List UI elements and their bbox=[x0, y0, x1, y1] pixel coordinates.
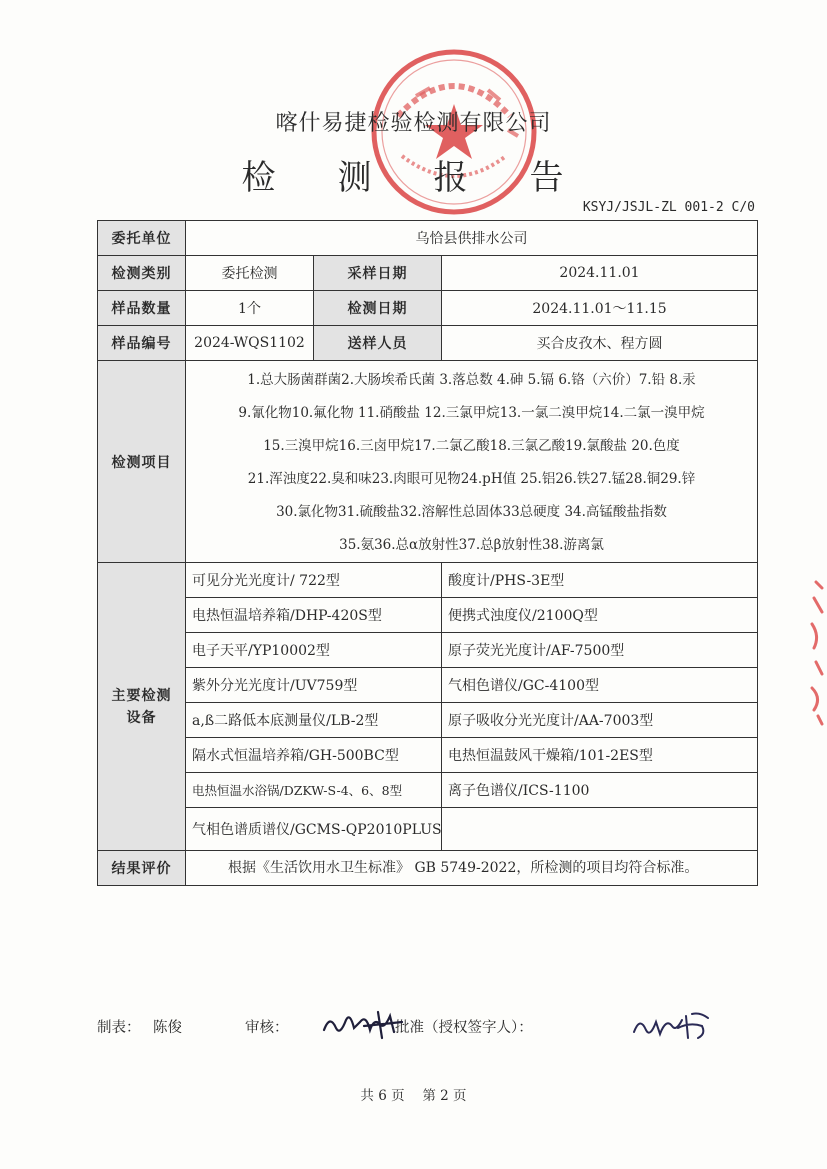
row-sample-count bbox=[98, 291, 758, 326]
equipment-cell: 电热恒温鼓风干燥箱/101-2ES型 bbox=[442, 738, 758, 773]
equipment-cell: 气相色谱质谱仪/GCMS-QP2010PLUS bbox=[186, 808, 442, 851]
test-items-line: 1.总大肠菌群菌2.大肠埃希氏菌 3.落总数 4.砷 5.镉 6.铬（六价）7.铅 8.汞 bbox=[247, 372, 696, 388]
sampling-date-label: 采样日期 bbox=[314, 256, 442, 291]
test-date-label: 检测日期 bbox=[314, 291, 442, 326]
equipment-cell: 隔水式恒温培养箱/GH-500BC型 bbox=[186, 738, 442, 773]
test-items-label: 检测项目 bbox=[98, 361, 186, 563]
seam-seal-icon bbox=[802, 578, 824, 728]
equipment-row bbox=[98, 808, 758, 851]
document-code: KSYJ/JSJL-ZL 001-2 C/0 bbox=[582, 200, 755, 215]
sample-count-label: 样品数量 bbox=[98, 291, 186, 326]
equipment-cell: 原子吸收分光光度计/AA-7003型 bbox=[442, 703, 758, 738]
test-items-line: 15.三溴甲烷16.三卤甲烷17.二氯乙酸18.三氯乙酸19.氯酸盐 20.色度 bbox=[263, 438, 680, 454]
client-value: 乌恰县供排水公司 bbox=[186, 221, 758, 256]
equipment-row bbox=[98, 703, 758, 738]
equipment-cell: 气相色谱仪/GC-4100型 bbox=[442, 668, 758, 703]
equipment-row bbox=[98, 668, 758, 703]
result-text-content: 根据《生活饮用水卫生标准》 GB 5749-2022，所检测的项目均符合标准。 bbox=[228, 860, 699, 876]
sample-id-value: 2024-WQS1102 bbox=[186, 326, 314, 361]
equipment-cell: a,ß二路低本底测量仪/LB-2型 bbox=[186, 703, 442, 738]
equipment-label-line: 设备 bbox=[126, 709, 157, 726]
equipment-label-line: 主要检测 bbox=[111, 687, 172, 704]
report-table bbox=[97, 220, 758, 886]
equipment-cell: 紫外分光光度计/UV759型 bbox=[186, 668, 442, 703]
equipment-cell: 电热恒温培养箱/DHP-420S型 bbox=[186, 598, 442, 633]
row-sample-id bbox=[98, 326, 758, 361]
test-items-list bbox=[186, 361, 758, 563]
result-text bbox=[186, 851, 758, 886]
equipment-cell: 离子色谱仪/ICS-1100 bbox=[442, 773, 758, 808]
page-number: 共 6 页 第 2 页 bbox=[360, 1088, 467, 1104]
equipment-row bbox=[98, 773, 758, 808]
report-title: 检测报告 bbox=[241, 158, 626, 198]
sampling-date-value: 2024.11.01 bbox=[442, 256, 758, 291]
row-client bbox=[98, 221, 758, 256]
test-items-line: 35.氨36.总α放射性37.总β放射性38.游离氯 bbox=[339, 537, 604, 553]
equipment-row bbox=[98, 563, 758, 598]
equipment-cell: 酸度计/PHS-3E型 bbox=[442, 563, 758, 598]
approve-label: 批准（授权签字人）： bbox=[395, 1020, 533, 1036]
company-name: 喀什易捷检验检测有限公司 bbox=[275, 111, 552, 136]
equipment-cell: 可见分光光度计/ 722型 bbox=[186, 563, 442, 598]
equipment-cell: 便携式浊度仪/2100Q型 bbox=[442, 598, 758, 633]
result-label: 结果评价 bbox=[98, 851, 186, 886]
row-test-items bbox=[98, 361, 758, 563]
prepared-name: 陈俊 bbox=[153, 1020, 182, 1036]
equipment-cell: 电热恒温水浴锅/DZKW-S-4、6、8型 bbox=[186, 773, 442, 808]
sender-label: 送样人员 bbox=[314, 326, 442, 361]
test-items-line: 30.氯化物31.硫酸盐32.溶解性总固体33总硬度 34.高锰酸盐指数 bbox=[276, 504, 667, 520]
equipment-cell: 原子荧光光度计/AF-7500型 bbox=[442, 633, 758, 668]
test-date-value: 2024.11.01～11.15 bbox=[442, 291, 758, 326]
equipment-row bbox=[98, 738, 758, 773]
row-test-type bbox=[98, 256, 758, 291]
equipment-label bbox=[98, 563, 186, 851]
row-result bbox=[98, 851, 758, 886]
handwritten-signature-icon bbox=[320, 1008, 406, 1040]
handwritten-signature-icon bbox=[628, 1008, 714, 1042]
sender-value: 买合皮孜木、程方圆 bbox=[442, 326, 758, 361]
review-label: 审核： bbox=[245, 1020, 289, 1036]
sample-count-value: 1个 bbox=[186, 291, 314, 326]
equipment-row bbox=[98, 598, 758, 633]
client-label: 委托单位 bbox=[98, 221, 186, 256]
test-type-label: 检测类别 bbox=[98, 256, 186, 291]
sample-id-label: 样品编号 bbox=[98, 326, 186, 361]
test-items-line: 21.浑浊度22.臭和味23.肉眼可见物24.pH值 25.铝26.铁27.锰28.铜29.锌 bbox=[247, 471, 696, 487]
equipment-cell: 电子天平/YP10002型 bbox=[186, 633, 442, 668]
equipment-cell bbox=[442, 808, 758, 851]
equipment-row bbox=[98, 633, 758, 668]
prepared-label: 制表： bbox=[97, 1020, 141, 1036]
test-items-line: 9.氰化物10.氟化物 11.硝酸盐 12.三氯甲烷13.一氯二溴甲烷14.二氯一溴甲烷 bbox=[238, 405, 705, 421]
test-type-value: 委托检测 bbox=[186, 256, 314, 291]
